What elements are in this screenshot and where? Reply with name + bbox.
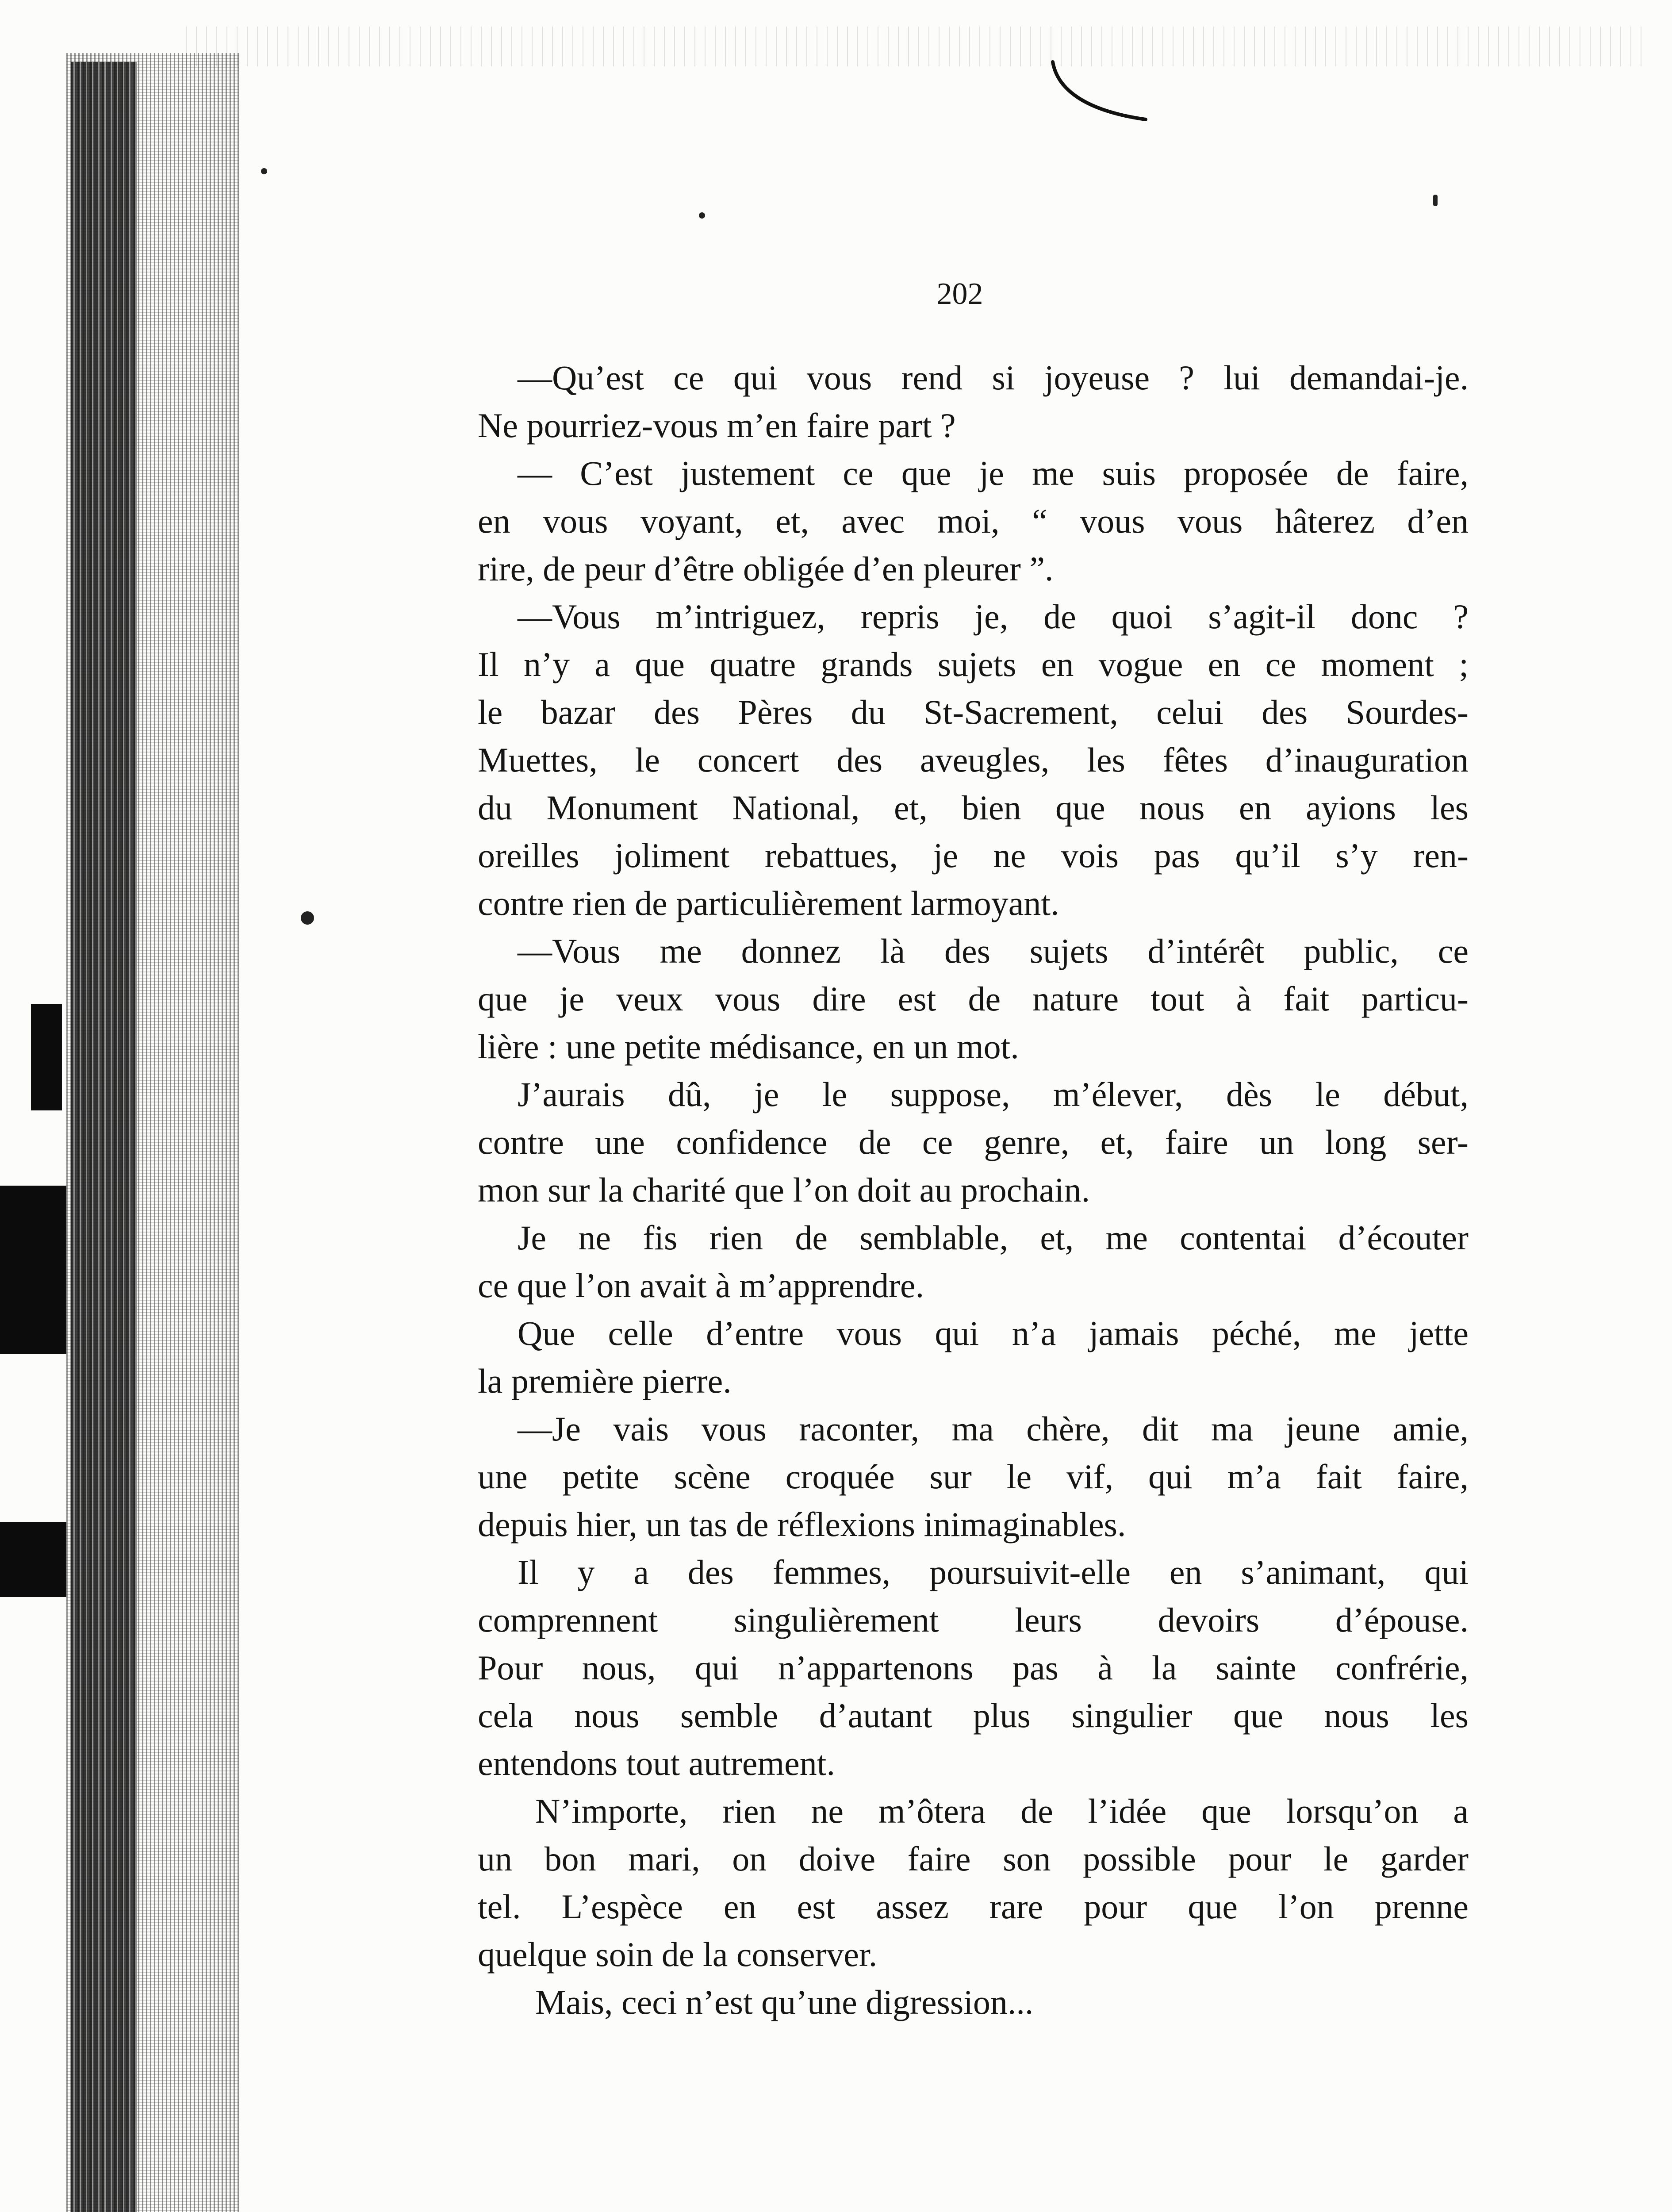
gutter-dark-block	[0, 1522, 66, 1597]
text-line: rire, de peur d’être obligée d’en pleurer ”.	[478, 549, 1054, 588]
text-line: Il n’y a que quatre grands sujets en vogue en ce moment ;	[478, 645, 1469, 684]
pen-mark-icon	[1044, 58, 1159, 124]
text-line: depuis hier, un tas de réflexions inimaginables.	[478, 1505, 1126, 1544]
text-line: en vous voyant, et, avec moi, “ vous vous hâterez d’en	[478, 502, 1469, 540]
text-line: J’aurais dû, je le suppose, m’élever, dès le début,	[518, 1075, 1469, 1114]
text-line: Que celle d’entre vous qui n’a jamais péché, me jette	[518, 1314, 1469, 1352]
ink-speck	[699, 212, 705, 219]
text-line: Ne pourriez-vous m’en faire part ?	[478, 406, 956, 445]
text-line: Muettes, le concert des aveugles, les fêtes d’inauguration	[478, 741, 1469, 779]
ink-speck	[1433, 195, 1438, 206]
page-number: 202	[936, 277, 983, 311]
text-line: Mais, ceci n’est qu’une digression...	[535, 1983, 1034, 2021]
text-line: contre une confidence de ce genre, et, faire un long ser-	[478, 1123, 1469, 1161]
body-text	[478, 354, 1469, 2026]
text-line: tel. L’espèce en est assez rare pour que l’on prenne	[478, 1887, 1469, 1926]
text-line: la première pierre.	[478, 1362, 732, 1400]
ink-speck	[301, 911, 314, 925]
text-line: du Monument National, et, bien que nous en ayions les	[478, 788, 1469, 827]
text-line: un bon mari, on doive faire son possible pour le garder	[478, 1839, 1469, 1878]
top-scan-noise	[186, 27, 1645, 66]
text-line: oreilles joliment rebattues, je ne vois pas qu’il s’y ren-	[478, 836, 1469, 875]
text-line: ce que l’on avait à m’apprendre.	[478, 1266, 924, 1305]
text-line: Il y a des femmes, poursuivit-elle en s’animant, qui	[518, 1553, 1469, 1591]
binding-gutter-shadow	[71, 62, 137, 2212]
text-line: —Vous me donnez là des sujets d’intérêt public, ce	[518, 932, 1469, 970]
text-line: que je veux vous dire est de nature tout à fait particu-	[478, 979, 1469, 1018]
ink-speck	[261, 168, 267, 174]
text-line: N’importe, rien ne m’ôtera de l’idée que lorsqu’on a	[535, 1792, 1469, 1830]
text-line: le bazar des Pères du St-Sacrement, celui des Sourdes-	[478, 693, 1469, 731]
text-line: quelque soin de la conserver.	[478, 1935, 878, 1974]
text-line: entendons tout autrement.	[478, 1744, 835, 1782]
text-line: Pour nous, qui n’appartenons pas à la sainte confrérie,	[478, 1648, 1469, 1687]
text-line: comprennent singulièrement leurs devoirs d’épouse.	[478, 1601, 1469, 1639]
text-line: mon sur la charité que l’on doit au prochain.	[478, 1171, 1090, 1209]
gutter-dark-block	[31, 1004, 62, 1110]
text-line: —Je vais vous raconter, ma chère, dit ma jeune amie,	[518, 1409, 1469, 1448]
text-line: une petite scène croquée sur le vif, qui m’a fait faire,	[478, 1457, 1469, 1496]
text-line: contre rien de particulièrement larmoyant.	[478, 884, 1059, 922]
text-line: —Vous m’intriguez, repris je, de quoi s’agit-il donc ?	[518, 597, 1469, 636]
text-line: — C’est justement ce que je me suis proposée de faire,	[518, 454, 1469, 492]
text-line: —Qu’est ce qui vous rend si joyeuse ? lui demandai-je.	[518, 358, 1469, 397]
gutter-dark-block	[0, 1186, 66, 1354]
text-line: Je ne fis rien de semblable, et, me contentai d’écouter	[518, 1218, 1469, 1257]
text-line: cela nous semble d’autant plus singulier que nous les	[478, 1696, 1469, 1735]
text-line: lière : une petite médisance, en un mot.	[478, 1027, 1019, 1066]
